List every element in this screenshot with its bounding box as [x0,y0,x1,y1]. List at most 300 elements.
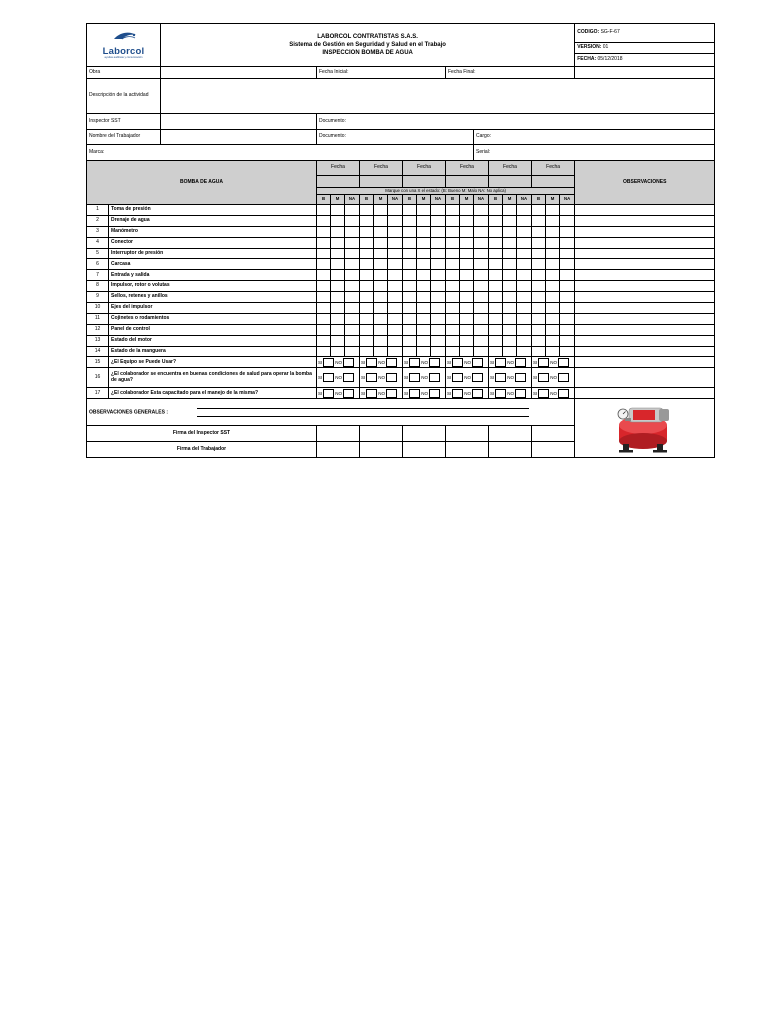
status-checkbox-cell[interactable] [317,259,331,270]
status-checkbox-cell[interactable] [431,259,446,270]
status-checkbox-cell[interactable] [431,270,446,281]
status-checkbox-cell[interactable] [460,346,474,357]
status-checkbox-cell[interactable] [431,215,446,226]
status-checkbox-cell[interactable] [446,215,460,226]
status-checkbox-cell[interactable] [360,346,374,357]
si-checkbox[interactable] [538,358,549,367]
status-checkbox-cell[interactable] [331,281,345,292]
si-checkbox[interactable] [366,389,377,398]
si-checkbox[interactable] [409,389,420,398]
status-checkbox-cell[interactable] [431,346,446,357]
status-checkbox-cell[interactable] [388,270,403,281]
status-checkbox-cell[interactable] [331,335,345,346]
status-checkbox-cell[interactable] [460,292,474,303]
no-checkbox[interactable] [386,389,397,398]
status-checkbox-cell[interactable] [446,346,460,357]
status-checkbox-cell[interactable] [331,313,345,324]
status-checkbox-cell[interactable] [532,313,546,324]
status-checkbox-cell[interactable] [474,292,489,303]
status-checkbox-cell[interactable] [388,346,403,357]
status-checkbox-cell[interactable] [546,313,560,324]
question-observation[interactable] [575,388,715,399]
item-observation[interactable] [575,313,715,324]
status-checkbox-cell[interactable] [546,292,560,303]
status-checkbox-cell[interactable] [560,270,575,281]
status-checkbox-cell[interactable] [532,270,546,281]
status-checkbox-cell[interactable] [403,335,417,346]
status-checkbox-cell[interactable] [403,313,417,324]
status-checkbox-cell[interactable] [317,237,331,248]
status-checkbox-cell[interactable] [403,259,417,270]
inspector-field[interactable] [161,114,317,130]
status-checkbox-cell[interactable] [374,313,388,324]
status-checkbox-cell[interactable] [560,215,575,226]
status-checkbox-cell[interactable] [345,335,360,346]
firma-inspector-5[interactable] [489,426,532,442]
firma-trabajador-5[interactable] [489,442,532,458]
status-checkbox-cell[interactable] [360,259,374,270]
status-checkbox-cell[interactable] [460,313,474,324]
item-observation[interactable] [575,226,715,237]
status-checkbox-cell[interactable] [403,248,417,259]
status-checkbox-cell[interactable] [489,335,503,346]
status-checkbox-cell[interactable] [560,313,575,324]
status-checkbox-cell[interactable] [345,205,360,216]
firma-trabajador-1[interactable] [317,442,360,458]
status-checkbox-cell[interactable] [360,335,374,346]
status-checkbox-cell[interactable] [517,237,532,248]
status-checkbox-cell[interactable] [474,281,489,292]
status-checkbox-cell[interactable] [546,205,560,216]
status-checkbox-cell[interactable] [546,346,560,357]
status-checkbox-cell[interactable] [331,215,345,226]
fecha-final-label[interactable]: Fecha Final: [446,67,575,79]
status-checkbox-cell[interactable] [331,270,345,281]
status-checkbox-cell[interactable] [417,270,431,281]
status-checkbox-cell[interactable] [431,335,446,346]
obra-extra-field[interactable] [575,67,715,79]
status-checkbox-cell[interactable] [388,303,403,314]
status-checkbox-cell[interactable] [503,335,517,346]
status-checkbox-cell[interactable] [374,281,388,292]
no-checkbox[interactable] [472,389,483,398]
no-checkbox[interactable] [343,358,354,367]
status-checkbox-cell[interactable] [360,237,374,248]
status-checkbox-cell[interactable] [489,346,503,357]
obra-field[interactable] [161,67,317,79]
status-checkbox-cell[interactable] [360,248,374,259]
status-checkbox-cell[interactable] [474,313,489,324]
status-checkbox-cell[interactable] [560,303,575,314]
status-checkbox-cell[interactable] [417,281,431,292]
status-checkbox-cell[interactable] [345,313,360,324]
si-checkbox[interactable] [495,373,506,382]
status-checkbox-cell[interactable] [374,292,388,303]
descripcion-field[interactable] [161,79,715,114]
firma-trabajador-2[interactable] [360,442,403,458]
status-checkbox-cell[interactable] [546,248,560,259]
firma-inspector-3[interactable] [403,426,446,442]
no-checkbox[interactable] [343,373,354,382]
status-checkbox-cell[interactable] [317,292,331,303]
no-checkbox[interactable] [558,389,569,398]
status-checkbox-cell[interactable] [446,335,460,346]
status-checkbox-cell[interactable] [431,313,446,324]
status-checkbox-cell[interactable] [532,248,546,259]
status-checkbox-cell[interactable] [489,324,503,335]
firma-trabajador-3[interactable] [403,442,446,458]
si-checkbox[interactable] [366,373,377,382]
status-checkbox-cell[interactable] [503,292,517,303]
status-checkbox-cell[interactable] [489,313,503,324]
status-checkbox-cell[interactable] [517,205,532,216]
status-checkbox-cell[interactable] [489,303,503,314]
inspector-documento[interactable]: Documento: [317,114,715,130]
status-checkbox-cell[interactable] [446,226,460,237]
status-checkbox-cell[interactable] [560,346,575,357]
firma-inspector-2[interactable] [360,426,403,442]
status-checkbox-cell[interactable] [546,281,560,292]
status-checkbox-cell[interactable] [345,248,360,259]
status-checkbox-cell[interactable] [403,215,417,226]
status-checkbox-cell[interactable] [331,259,345,270]
status-checkbox-cell[interactable] [360,313,374,324]
status-checkbox-cell[interactable] [417,205,431,216]
status-checkbox-cell[interactable] [560,248,575,259]
status-checkbox-cell[interactable] [517,215,532,226]
status-checkbox-cell[interactable] [517,346,532,357]
status-checkbox-cell[interactable] [474,226,489,237]
status-checkbox-cell[interactable] [503,313,517,324]
no-checkbox[interactable] [472,373,483,382]
status-checkbox-cell[interactable] [417,237,431,248]
status-checkbox-cell[interactable] [474,346,489,357]
status-checkbox-cell[interactable] [331,346,345,357]
item-observation[interactable] [575,324,715,335]
status-checkbox-cell[interactable] [374,324,388,335]
status-checkbox-cell[interactable] [503,205,517,216]
status-checkbox-cell[interactable] [431,205,446,216]
status-checkbox-cell[interactable] [446,313,460,324]
status-checkbox-cell[interactable] [388,324,403,335]
status-checkbox-cell[interactable] [460,270,474,281]
status-checkbox-cell[interactable] [503,346,517,357]
status-checkbox-cell[interactable] [417,324,431,335]
status-checkbox-cell[interactable] [446,237,460,248]
status-checkbox-cell[interactable] [431,248,446,259]
si-checkbox[interactable] [409,358,420,367]
no-checkbox[interactable] [515,389,526,398]
status-checkbox-cell[interactable] [374,226,388,237]
no-checkbox[interactable] [429,373,440,382]
status-checkbox-cell[interactable] [388,313,403,324]
no-checkbox[interactable] [515,373,526,382]
fecha-value-1[interactable] [317,176,360,188]
status-checkbox-cell[interactable] [417,313,431,324]
marca-field[interactable]: Marca: [87,145,474,161]
status-checkbox-cell[interactable] [317,313,331,324]
status-checkbox-cell[interactable] [546,303,560,314]
item-observation[interactable] [575,270,715,281]
serial-field[interactable]: Serial: [474,145,715,161]
status-checkbox-cell[interactable] [360,270,374,281]
status-checkbox-cell[interactable] [374,346,388,357]
status-checkbox-cell[interactable] [403,324,417,335]
status-checkbox-cell[interactable] [388,248,403,259]
status-checkbox-cell[interactable] [417,346,431,357]
status-checkbox-cell[interactable] [517,248,532,259]
status-checkbox-cell[interactable] [532,303,546,314]
status-checkbox-cell[interactable] [431,237,446,248]
status-checkbox-cell[interactable] [403,292,417,303]
si-checkbox[interactable] [409,373,420,382]
status-checkbox-cell[interactable] [460,237,474,248]
status-checkbox-cell[interactable] [460,259,474,270]
status-checkbox-cell[interactable] [345,281,360,292]
status-checkbox-cell[interactable] [431,303,446,314]
status-checkbox-cell[interactable] [417,215,431,226]
si-checkbox[interactable] [495,358,506,367]
status-checkbox-cell[interactable] [388,281,403,292]
status-checkbox-cell[interactable] [388,335,403,346]
status-checkbox-cell[interactable] [417,303,431,314]
status-checkbox-cell[interactable] [317,226,331,237]
observaciones-generales[interactable] [87,399,575,426]
status-checkbox-cell[interactable] [517,281,532,292]
status-checkbox-cell[interactable] [546,324,560,335]
si-checkbox[interactable] [323,389,334,398]
status-checkbox-cell[interactable] [460,335,474,346]
status-checkbox-cell[interactable] [417,292,431,303]
status-checkbox-cell[interactable] [446,303,460,314]
status-checkbox-cell[interactable] [532,205,546,216]
fecha-inicial-label[interactable]: Fecha Inicial: [317,67,446,79]
trabajador-field[interactable] [161,130,317,145]
status-checkbox-cell[interactable] [546,259,560,270]
status-checkbox-cell[interactable] [532,292,546,303]
status-checkbox-cell[interactable] [532,237,546,248]
status-checkbox-cell[interactable] [317,303,331,314]
status-checkbox-cell[interactable] [317,215,331,226]
status-checkbox-cell[interactable] [560,226,575,237]
status-checkbox-cell[interactable] [417,226,431,237]
status-checkbox-cell[interactable] [360,226,374,237]
status-checkbox-cell[interactable] [374,205,388,216]
firma-trabajador-4[interactable] [446,442,489,458]
status-checkbox-cell[interactable] [489,215,503,226]
status-checkbox-cell[interactable] [345,346,360,357]
status-checkbox-cell[interactable] [546,226,560,237]
status-checkbox-cell[interactable] [345,270,360,281]
status-checkbox-cell[interactable] [560,324,575,335]
status-checkbox-cell[interactable] [489,281,503,292]
status-checkbox-cell[interactable] [546,215,560,226]
status-checkbox-cell[interactable] [446,324,460,335]
status-checkbox-cell[interactable] [560,237,575,248]
status-checkbox-cell[interactable] [503,248,517,259]
status-checkbox-cell[interactable] [446,259,460,270]
cargo-field[interactable]: Cargo: [474,130,715,145]
status-checkbox-cell[interactable] [388,237,403,248]
si-checkbox[interactable] [538,389,549,398]
status-checkbox-cell[interactable] [503,259,517,270]
status-checkbox-cell[interactable] [532,324,546,335]
status-checkbox-cell[interactable] [532,259,546,270]
si-checkbox[interactable] [323,373,334,382]
status-checkbox-cell[interactable] [532,346,546,357]
fecha-value-3[interactable] [403,176,446,188]
status-checkbox-cell[interactable] [431,292,446,303]
fecha-value-4[interactable] [446,176,489,188]
status-checkbox-cell[interactable] [560,205,575,216]
status-checkbox-cell[interactable] [360,205,374,216]
no-checkbox[interactable] [386,358,397,367]
status-checkbox-cell[interactable] [331,248,345,259]
status-checkbox-cell[interactable] [560,281,575,292]
status-checkbox-cell[interactable] [546,270,560,281]
no-checkbox[interactable] [343,389,354,398]
status-checkbox-cell[interactable] [403,281,417,292]
status-checkbox-cell[interactable] [403,346,417,357]
si-checkbox[interactable] [452,373,463,382]
status-checkbox-cell[interactable] [517,303,532,314]
status-checkbox-cell[interactable] [460,205,474,216]
item-observation[interactable] [575,205,715,216]
status-checkbox-cell[interactable] [503,226,517,237]
status-checkbox-cell[interactable] [503,270,517,281]
status-checkbox-cell[interactable] [532,226,546,237]
firma-trabajador-6[interactable] [532,442,575,458]
si-checkbox[interactable] [366,358,377,367]
no-checkbox[interactable] [386,373,397,382]
status-checkbox-cell[interactable] [560,335,575,346]
status-checkbox-cell[interactable] [474,270,489,281]
status-checkbox-cell[interactable] [388,226,403,237]
status-checkbox-cell[interactable] [317,324,331,335]
status-checkbox-cell[interactable] [374,303,388,314]
status-checkbox-cell[interactable] [546,335,560,346]
status-checkbox-cell[interactable] [345,324,360,335]
status-checkbox-cell[interactable] [317,205,331,216]
status-checkbox-cell[interactable] [331,324,345,335]
si-checkbox[interactable] [452,358,463,367]
status-checkbox-cell[interactable] [331,226,345,237]
item-observation[interactable] [575,335,715,346]
si-checkbox[interactable] [323,358,334,367]
item-observation[interactable] [575,259,715,270]
question-observation[interactable] [575,357,715,368]
question-observation[interactable] [575,368,715,388]
status-checkbox-cell[interactable] [388,259,403,270]
item-observation[interactable] [575,346,715,357]
status-checkbox-cell[interactable] [460,215,474,226]
status-checkbox-cell[interactable] [374,215,388,226]
status-checkbox-cell[interactable] [560,259,575,270]
status-checkbox-cell[interactable] [517,226,532,237]
status-checkbox-cell[interactable] [374,335,388,346]
status-checkbox-cell[interactable] [532,215,546,226]
status-checkbox-cell[interactable] [546,237,560,248]
status-checkbox-cell[interactable] [503,303,517,314]
status-checkbox-cell[interactable] [388,292,403,303]
status-checkbox-cell[interactable] [374,259,388,270]
firma-inspector-4[interactable] [446,426,489,442]
no-checkbox[interactable] [558,373,569,382]
si-checkbox[interactable] [452,389,463,398]
firma-inspector-1[interactable] [317,426,360,442]
status-checkbox-cell[interactable] [345,237,360,248]
status-checkbox-cell[interactable] [489,226,503,237]
status-checkbox-cell[interactable] [474,215,489,226]
status-checkbox-cell[interactable] [460,324,474,335]
status-checkbox-cell[interactable] [503,324,517,335]
status-checkbox-cell[interactable] [474,259,489,270]
status-checkbox-cell[interactable] [331,292,345,303]
status-checkbox-cell[interactable] [503,281,517,292]
status-checkbox-cell[interactable] [360,292,374,303]
status-checkbox-cell[interactable] [360,303,374,314]
status-checkbox-cell[interactable] [489,292,503,303]
status-checkbox-cell[interactable] [517,335,532,346]
status-checkbox-cell[interactable] [460,281,474,292]
status-checkbox-cell[interactable] [517,259,532,270]
status-checkbox-cell[interactable] [489,259,503,270]
status-checkbox-cell[interactable] [489,237,503,248]
status-checkbox-cell[interactable] [374,237,388,248]
status-checkbox-cell[interactable] [431,226,446,237]
status-checkbox-cell[interactable] [503,215,517,226]
item-observation[interactable] [575,292,715,303]
fecha-value-6[interactable] [532,176,575,188]
status-checkbox-cell[interactable] [317,281,331,292]
no-checkbox[interactable] [472,358,483,367]
status-checkbox-cell[interactable] [388,215,403,226]
status-checkbox-cell[interactable] [403,226,417,237]
status-checkbox-cell[interactable] [474,237,489,248]
status-checkbox-cell[interactable] [403,205,417,216]
status-checkbox-cell[interactable] [374,270,388,281]
status-checkbox-cell[interactable] [360,281,374,292]
status-checkbox-cell[interactable] [446,281,460,292]
status-checkbox-cell[interactable] [489,270,503,281]
status-checkbox-cell[interactable] [360,215,374,226]
fecha-value-5[interactable] [489,176,532,188]
status-checkbox-cell[interactable] [517,324,532,335]
status-checkbox-cell[interactable] [517,292,532,303]
status-checkbox-cell[interactable] [417,248,431,259]
status-checkbox-cell[interactable] [360,324,374,335]
status-checkbox-cell[interactable] [446,205,460,216]
no-checkbox[interactable] [429,358,440,367]
status-checkbox-cell[interactable] [474,248,489,259]
status-checkbox-cell[interactable] [345,226,360,237]
status-checkbox-cell[interactable] [317,335,331,346]
status-checkbox-cell[interactable] [431,281,446,292]
firma-inspector-6[interactable] [532,426,575,442]
status-checkbox-cell[interactable] [489,248,503,259]
status-checkbox-cell[interactable] [317,248,331,259]
status-checkbox-cell[interactable] [345,259,360,270]
status-checkbox-cell[interactable] [345,215,360,226]
status-checkbox-cell[interactable] [446,270,460,281]
item-observation[interactable] [575,281,715,292]
no-checkbox[interactable] [515,358,526,367]
status-checkbox-cell[interactable] [331,237,345,248]
status-checkbox-cell[interactable] [474,205,489,216]
status-checkbox-cell[interactable] [460,303,474,314]
status-checkbox-cell[interactable] [403,237,417,248]
status-checkbox-cell[interactable] [446,292,460,303]
